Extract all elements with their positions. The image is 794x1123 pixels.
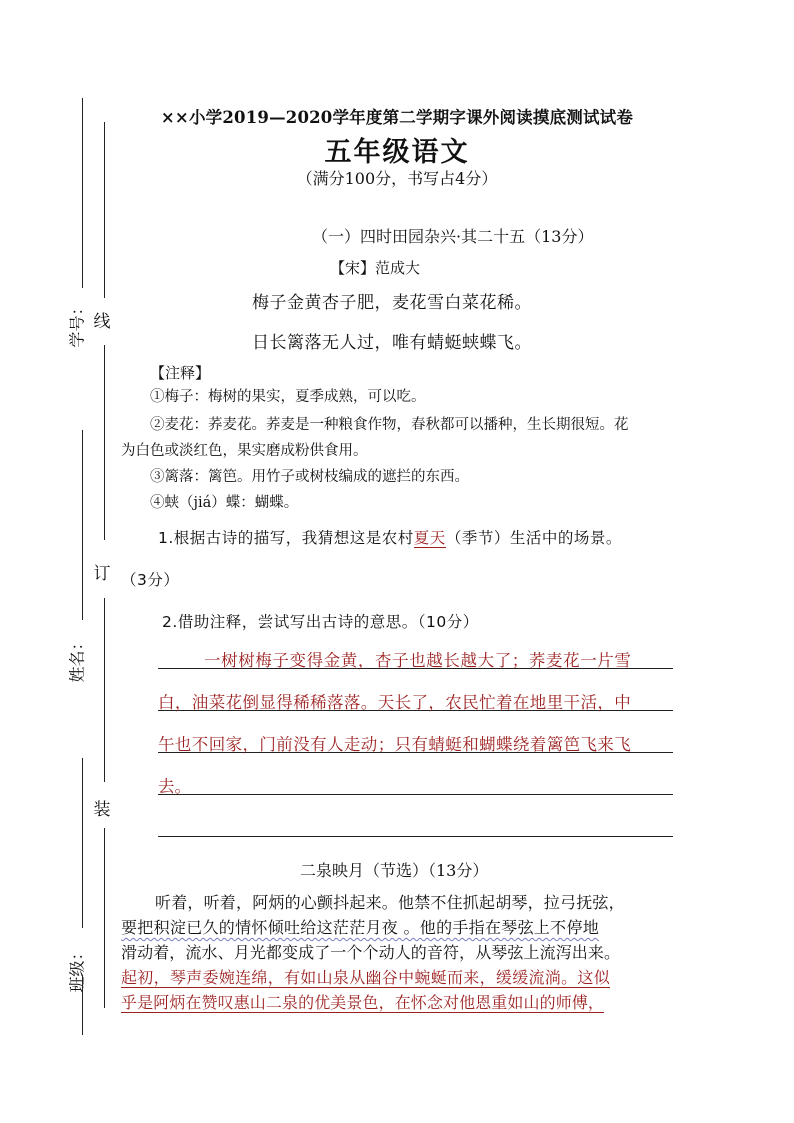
passage-line-5 — [121, 990, 604, 1016]
answer-2-line-1: 一树树梅子变得金黄，杏子也越长越大了；荞麦花一片雪 — [204, 651, 632, 670]
poem-line-2: 日长篱落无人过，唯有蜻蜓蛱蝶飞。 — [252, 333, 532, 353]
mark-zhuang: 装 — [93, 800, 111, 820]
poem-author: 【宋】范成大 — [330, 259, 421, 277]
question-1-suffix: （季节）生活中的场景。 — [445, 529, 622, 547]
grade-subject-title: 五年级语文 — [324, 137, 470, 168]
poem-section-title: （一）四时田园杂兴·其二十五（13分） — [312, 227, 594, 246]
binding-outer-line-4 — [82, 975, 83, 1035]
question-1 — [158, 526, 622, 548]
name-label: 姓名： — [67, 634, 87, 683]
binding-inner-line-2 — [104, 345, 105, 540]
passage-line-1: 听着，听着，阿炳的心颤抖起来。他禁不住抓起胡琴，拉弓抚弦， — [155, 893, 625, 912]
binding-outer-line-3 — [82, 758, 83, 928]
passage-line-2 — [121, 915, 599, 941]
score-note: （满分100分，书写占4分） — [296, 169, 498, 188]
poem-line-1: 梅子金黄杏子肥，麦花雪白菜花稀。 — [252, 293, 532, 313]
passage-line-4-text: 起初，琴声委婉连绵，有如山泉从幽谷中蜿蜒而来，缓缓流淌。这似 — [121, 968, 611, 987]
note-2b: 为白色或淡红色，果实磨成粉供食用。 — [121, 443, 368, 459]
passage-line-5-text: 乎是阿炳在赞叹惠山二泉的优美景色，在怀念对他恩重如山的师傅， — [121, 993, 605, 1012]
passage-line-2-text: 要把积淀已久的情怀倾吐给这茫茫月夜 。他的手指在琴弦上不停地 — [121, 918, 600, 937]
note-3: ③篱落：篱笆。用竹子或树枝编成的遮拦的东西。 — [150, 469, 469, 485]
note-2a: ②麦花：荞麦花。荞麦是一种粮食作物，春秋都可以播种，生长期很短。花 — [150, 417, 629, 433]
binding-outer-line-2 — [82, 430, 83, 620]
note-1: ①梅子：梅树的果实，夏季成熟，可以吃。 — [150, 389, 426, 405]
answer-rule-4 — [158, 794, 673, 795]
school-exam-title: ××小学2019—2020学年度第二学期字课外阅读摸底测试试卷 — [160, 108, 634, 127]
student-no-label: 学号： — [67, 299, 87, 348]
mark-line: 线 — [93, 312, 111, 332]
question-2: 2.借助注释，尝试写出古诗的意思。（10分） — [162, 613, 479, 631]
binding-inner-line-4 — [104, 828, 105, 1008]
class-label: 班级： — [67, 944, 87, 993]
answer-2-line-2: 白，油菜花倒显得稀稀落落。天长了，农民忙着在地里干活，中 — [158, 693, 632, 712]
question-1-answer: 夏天 — [413, 529, 446, 547]
passage-line-3: 滑动着，流水、月光都变成了一个个动人的音符，从琴弦上流泻出来。 — [121, 943, 621, 962]
question-1-prefix: 1.根据古诗的描写，我猜想这是农村 — [158, 529, 414, 547]
binding-inner-line-3 — [104, 598, 105, 782]
note-4: ④蛱（jiá）蝶：蝴蝶。 — [150, 495, 299, 511]
notes-heading: 【注释】 — [150, 364, 211, 382]
answer-rule-5 — [158, 836, 673, 837]
passage-section-title: 二泉映月（节选）（13分） — [300, 861, 489, 880]
answer-2-line-3: 午也不回家，门前没有人走动；只有蜻蜓和蝴蝶绕着篱笆飞来飞 — [158, 735, 632, 754]
question-1-points: （3分） — [121, 571, 180, 589]
mark-ding: 订 — [93, 564, 111, 584]
passage-line-4 — [121, 965, 610, 991]
answer-2-line-4: 去。 — [158, 777, 191, 796]
